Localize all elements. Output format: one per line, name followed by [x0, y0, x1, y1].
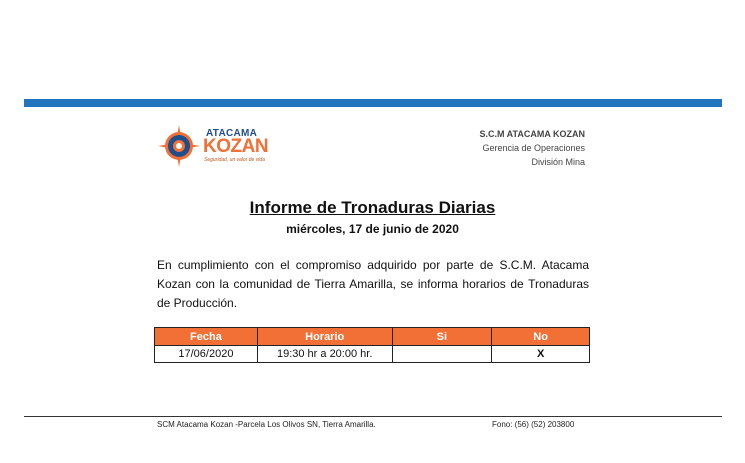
logo-name-kozan: KOZAN: [203, 136, 269, 157]
company-department: Gerencia de Operaciones: [482, 143, 585, 153]
report-title: Informe de Tronaduras Diarias: [249, 198, 496, 217]
header-fecha: Fecha: [155, 328, 258, 346]
cell-horario: 19:30 hr a 20:00 hr.: [257, 346, 392, 363]
cell-fecha: 17/06/2020: [155, 346, 258, 363]
header-horario: Horario: [257, 328, 392, 346]
header-no: No: [492, 328, 590, 346]
footer-divider: [24, 416, 722, 417]
header-si: Si: [392, 328, 492, 346]
cell-no: X: [492, 346, 590, 363]
company-logo: [158, 125, 278, 167]
report-date: miércoles, 17 de junio de 2020: [286, 222, 459, 236]
footer-address: SCM Atacama Kozan -Parcela Los Olivos SN, Tierra Amarilla.: [157, 420, 376, 429]
top-blue-bar: [24, 99, 722, 107]
compass-rose-icon: [158, 125, 200, 167]
company-header: [480, 127, 586, 169]
intro-paragraph: En cumplimiento con el compromiso adquirido por parte de S.C.M. Atacama Kozan con la comunidad de Tierra Amarilla, se informa horarios de Tronaduras de Producción.: [157, 258, 589, 310]
logo-name-atacama: ATACAMA: [206, 128, 258, 139]
cell-si: [392, 346, 492, 363]
table-row: [155, 346, 590, 363]
blast-schedule-table: [154, 327, 590, 363]
table-header-row: [155, 328, 590, 346]
company-name: S.C.M ATACAMA KOZAN: [479, 129, 585, 139]
footer-phone: Fono: (56) (52) 203800: [492, 420, 575, 429]
logo-tagline: Seguridad, un valor de vida: [204, 157, 265, 163]
company-division: División Mina: [531, 157, 585, 167]
